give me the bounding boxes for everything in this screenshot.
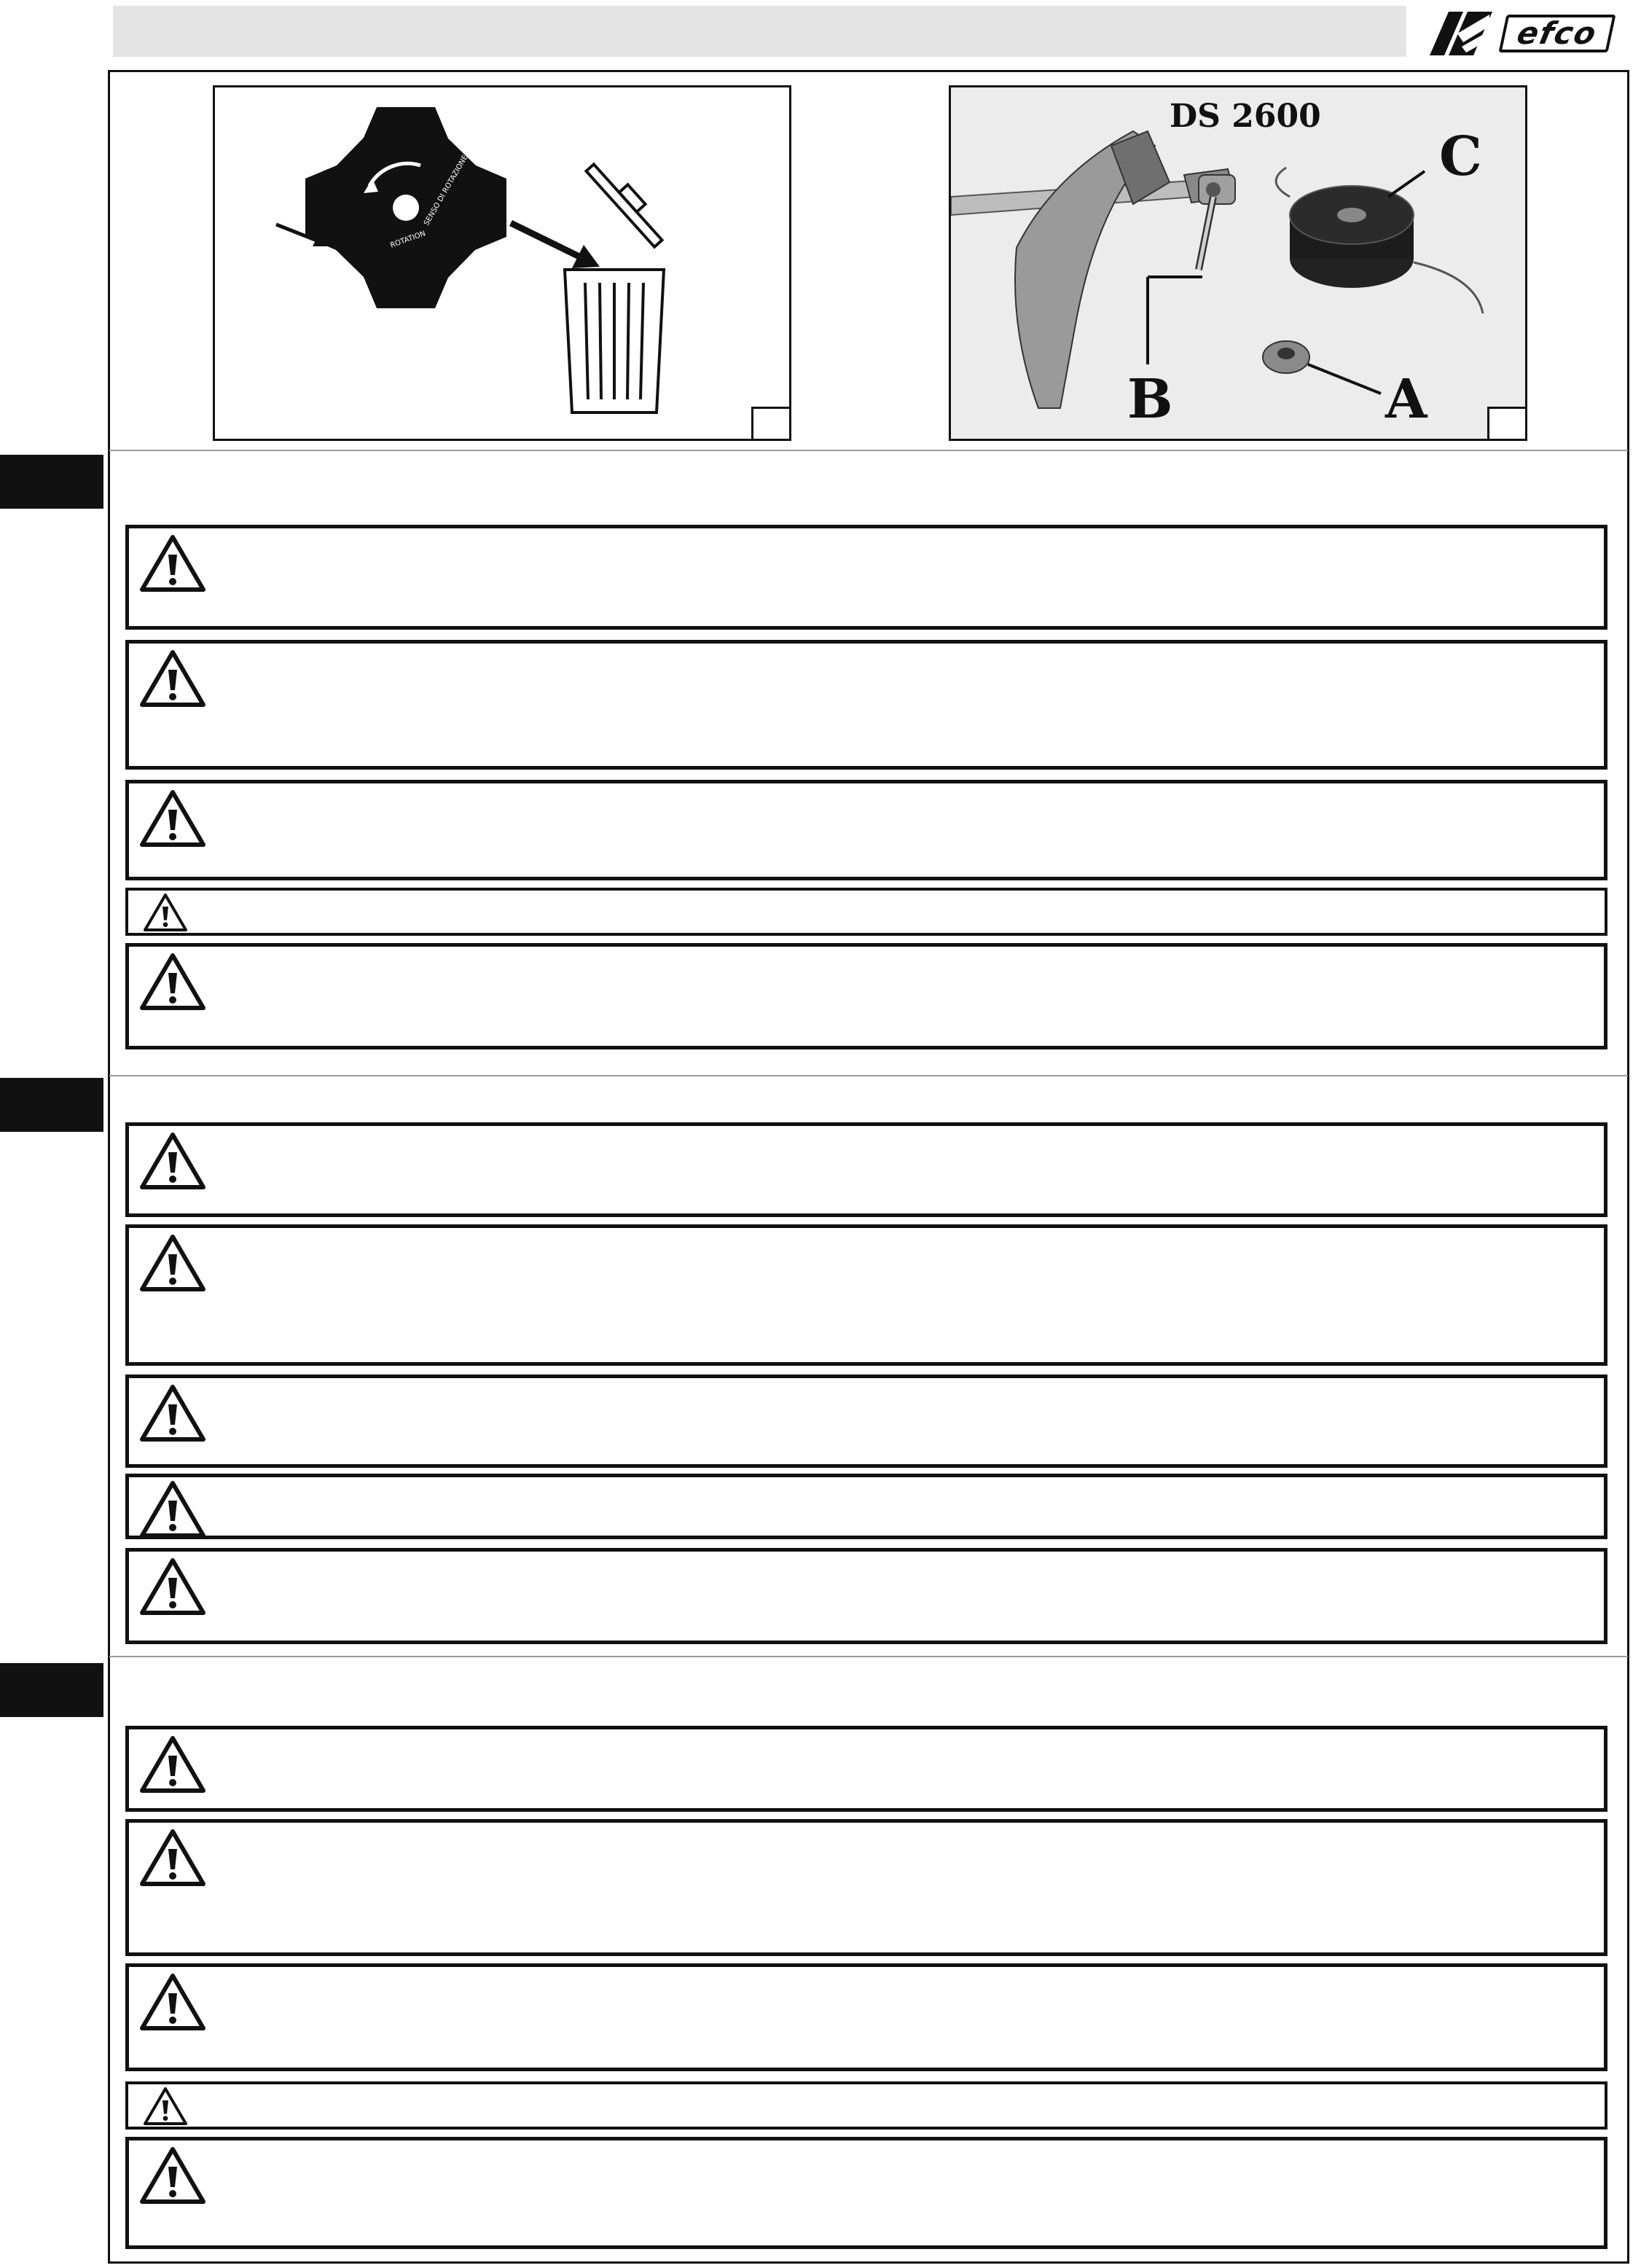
- gear-head: [1199, 175, 1235, 204]
- label-b: B: [1127, 368, 1173, 431]
- warning-box: [125, 2081, 1607, 2130]
- svg-text:SENSO DI ROTAZIONE: SENSO DI ROTAZIONE: [423, 153, 470, 227]
- warning-triangle-icon: [139, 1827, 206, 1888]
- figure-number-box: [751, 407, 789, 439]
- big-arrow-icon: [511, 223, 600, 268]
- brand-wordmark: efco: [1498, 15, 1615, 52]
- warning-triangle-icon: [139, 1130, 206, 1192]
- warning-box: [125, 1474, 1607, 1539]
- section-divider: [109, 1075, 1628, 1076]
- svg-text:ROTATION: ROTATION: [389, 230, 427, 250]
- warning-triangle-icon: [139, 788, 206, 849]
- warning-box: [125, 780, 1607, 880]
- warning-box: [125, 1726, 1607, 1812]
- figure-ds2600-photo: [949, 85, 1527, 441]
- warning-box: [125, 1122, 1607, 1217]
- section-divider: [109, 1656, 1628, 1657]
- blade-disposal-illustration: [215, 87, 791, 441]
- header-bar: [113, 6, 1406, 57]
- warning-box: [125, 2137, 1607, 2249]
- warning-box: [125, 1963, 1607, 2071]
- warning-box: [125, 1375, 1607, 1468]
- four-tooth-blade: [305, 107, 506, 308]
- warning-triangle-icon: [139, 1383, 206, 1444]
- model-label: DS 2600: [1170, 98, 1321, 135]
- warning-triangle-icon: [138, 892, 192, 933]
- warning-triangle-icon: [139, 533, 206, 594]
- nut-part: [1263, 341, 1309, 373]
- warning-triangle-icon: [139, 1479, 206, 1540]
- section-tab-3: [0, 1663, 103, 1717]
- warning-triangle-icon: [139, 1232, 206, 1294]
- warning-box: [125, 1548, 1607, 1644]
- label-a: A: [1385, 368, 1427, 431]
- warning-triangle-icon: [139, 1971, 206, 2033]
- efco-logo-icon: [1419, 4, 1622, 61]
- trash-bin-icon: [565, 157, 670, 412]
- warning-box: [125, 525, 1607, 630]
- section-divider: [109, 450, 1628, 451]
- warning-triangle-icon: [139, 2145, 206, 2206]
- warning-triangle-icon: [139, 648, 206, 709]
- section-tab-2: [0, 1078, 103, 1132]
- warning-triangle-icon: [139, 1556, 206, 1617]
- warning-box: [125, 640, 1607, 770]
- warning-box: [125, 1224, 1607, 1366]
- figure-blade-disposal: [213, 85, 791, 441]
- warning-triangle-icon: [138, 2086, 192, 2127]
- warning-triangle-icon: [139, 1734, 206, 1795]
- label-c: C: [1439, 125, 1482, 188]
- section-tab-1: [0, 455, 103, 509]
- warning-box: [125, 1819, 1607, 1956]
- warning-box: [125, 888, 1607, 936]
- warning-box: [125, 943, 1607, 1049]
- warning-triangle-icon: [139, 951, 206, 1012]
- figure-number-box: [1487, 407, 1525, 439]
